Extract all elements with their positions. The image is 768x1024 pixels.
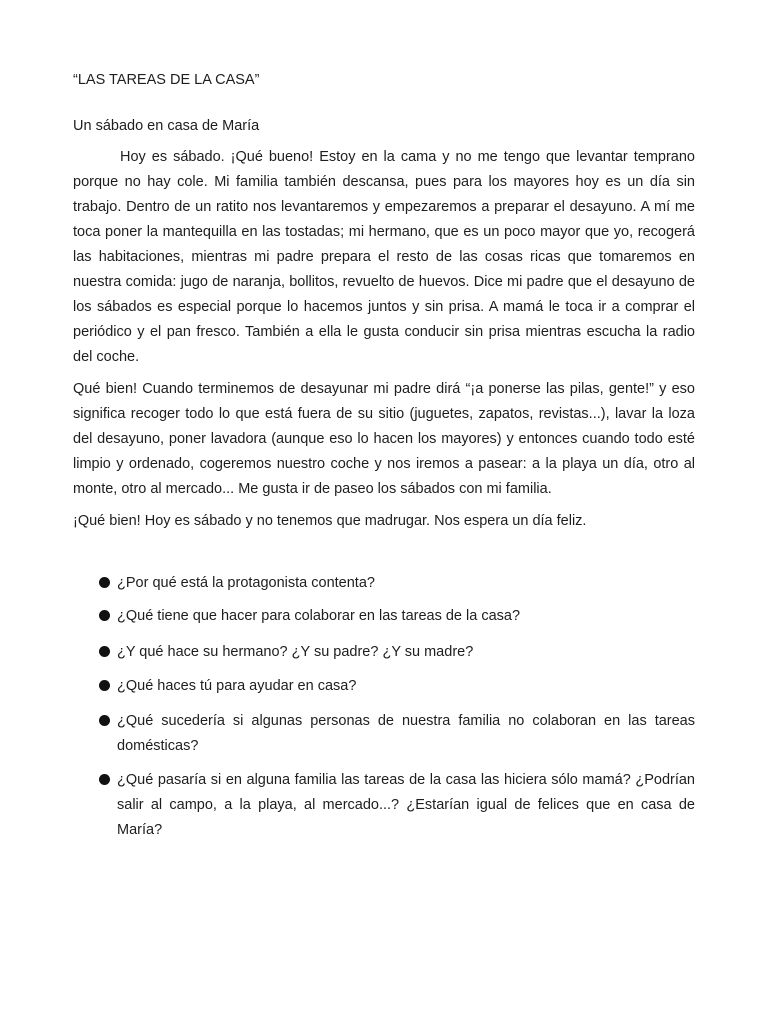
question-text: ¿Qué pasaría si en alguna familia las tareas de la casa las hiciera sólo mamá? ¿Podrían salir al campo, a la playa, al mercado...? ¿Estarían igual de felices que en casa de María? <box>117 772 695 838</box>
bullet-icon <box>99 680 110 691</box>
story-subtitle: Un sábado en casa de María <box>73 118 260 134</box>
document-page <box>73 0 695 1024</box>
question-text: ¿Por qué está la protagonista contenta? <box>117 575 375 591</box>
question-text: ¿Y qué hace su hermano? ¿Y su padre? ¿Y su madre? <box>117 644 474 660</box>
bullet-icon <box>99 715 110 726</box>
story-paragraph-2: Qué bien! Cuando terminemos de desayunar mi padre dirá “¡a ponerse las pilas, gente!” y eso significa recoger todo lo que está fuera de su sitio (juguetes, zapatos, revistas...), lavar la loza del desayuno, poner lavadora (aunque eso lo hacen los mayores) y entonces cuando todo esté limpio y ordenado, cogeremos nuestro coche y nos iremos a pasear: a la playa un día, otro al monte, otro al mercado... Me gusta ir de paseo los sábados con mi familia. <box>73 381 695 497</box>
bullet-icon <box>99 774 110 785</box>
story-body <box>73 145 695 534</box>
story-paragraph-3: ¡Qué bien! Hoy es sábado y no tenemos que madrugar. Nos espera un día feliz. <box>73 513 587 529</box>
document-title: “LAS TAREAS DE LA CASA” <box>73 72 260 88</box>
question-text: ¿Qué haces tú para ayudar en casa? <box>117 678 357 694</box>
story-paragraph-1: Hoy es sábado. ¡Qué bueno! Estoy en la cama y no me tengo que levantar temprano porque no hay cole. Mi familia también descansa, pues para los mayores hoy es un día sin trabajo. Dentro de un ratito nos levantaremos y empezaremos a preparar el desayuno. A mí me toca poner la mantequilla en las tostadas; mi hermano, que es un poco mayor que yo, recogerá las habitaciones, mientras mi padre prepara el resto de las cosas ricas que tomaremos en nuestra comida: jugo de naranja, bollitos, revuelto de huevos. Dice mi padre que el desayuno de los sábados es especial porque lo hacemos juntos y sin prisa. A mamá le toca ir a comprar el periódico y el pan fresco. También a ella le gusta conducir sin prisa mientras escucha la radio del coche. <box>73 149 695 365</box>
question-text: ¿Qué tiene que hacer para colaborar en las tareas de la casa? <box>117 608 521 624</box>
bullet-icon <box>99 577 110 588</box>
question-text: ¿Qué sucedería si algunas personas de nuestra familia no colaboran en las tareas domésticas? <box>117 713 695 754</box>
bullet-icon <box>99 610 110 621</box>
bullet-icon <box>99 646 110 657</box>
